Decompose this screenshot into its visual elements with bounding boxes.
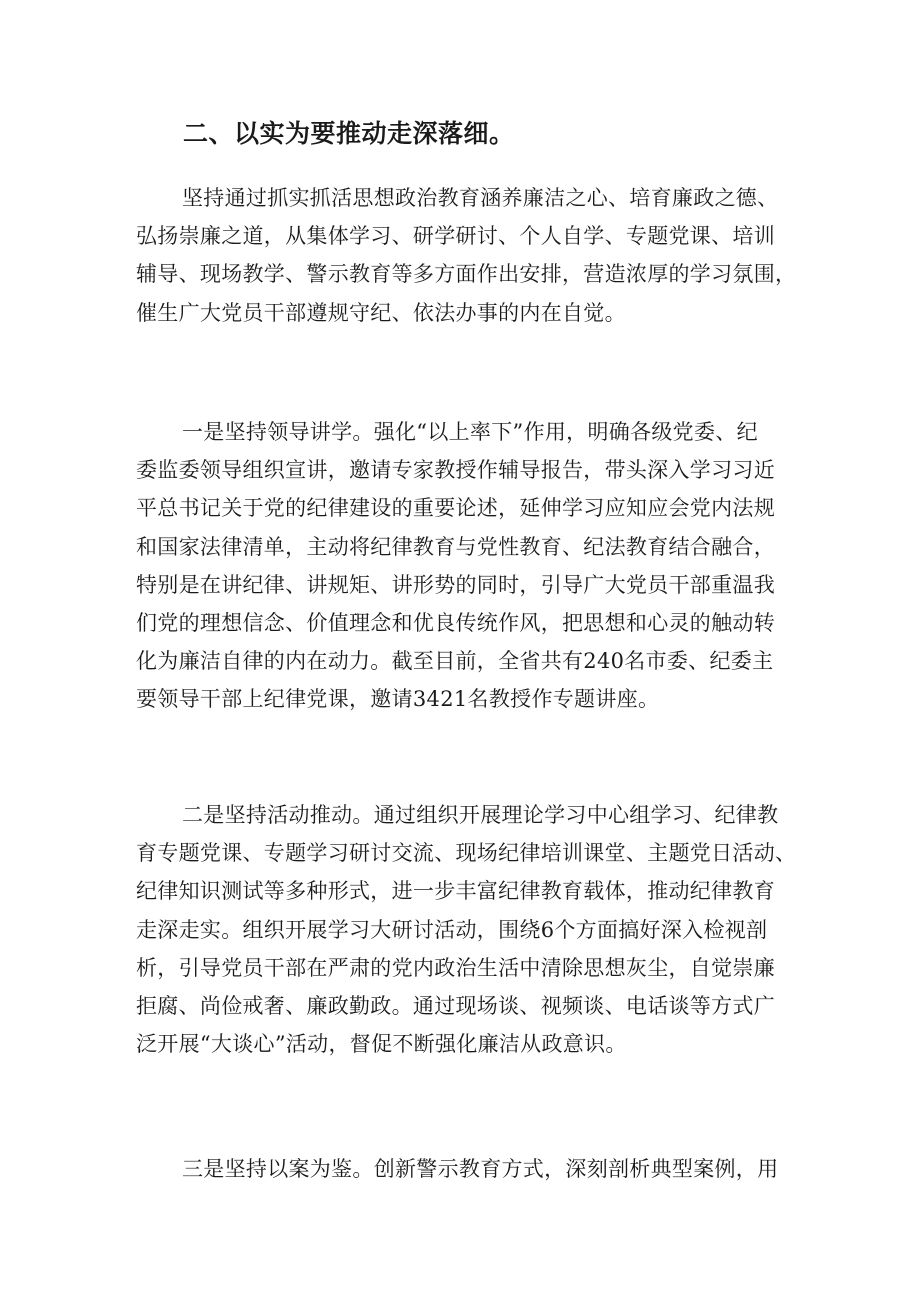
- paragraph-intro: [136, 179, 797, 332]
- paragraph-line: 拒腐、尚俭戒奢、廉政勤政。通过现场谈、视频谈、电话谈等方式广: [136, 994, 775, 1019]
- paragraph-line: 二是坚持活动推动。通过组织开展理论学习中心组学习、纪律教: [182, 803, 779, 827]
- paragraph-line: 析，引导党员干部在严肃的党内政治生活中清除思想灰尘，自觉崇廉: [136, 955, 775, 980]
- paragraph-line: 一是坚持领导讲学。强化“以上率下”作用，明确各级党委、纪: [182, 420, 758, 444]
- paragraph-line: 特别是在讲纪律、讲规矩、讲形势的同时，引导广大党员干部重温我: [136, 572, 775, 597]
- section-heading: 二、以实为要推动走深落细。: [183, 119, 515, 148]
- paragraph-line: 弘扬崇廉之道，从集体学习、研学研讨、个人自学、专题党课、培训: [136, 224, 775, 249]
- paragraph-line: 化为廉洁自律的内在动力。截至目前，全省共有240名市委、纪委主: [136, 649, 774, 674]
- paragraph-line: 平总书记关于党的纪律建设的重要论述，延伸学习应知应会党内法规: [136, 496, 775, 521]
- paragraph-line: 委监委领导组织宣讲，邀请专家教授作辅导报告，带头深入学习习近: [136, 458, 775, 483]
- paragraph-line: 纪律知识测试等多种形式，进一步丰富纪律教育载体，推动纪律教育: [136, 879, 775, 904]
- paragraph-line: 育专题党课、专题学习研讨交流、现场纪律培训课堂、主题党日活动、: [136, 841, 797, 866]
- paragraph-line: 泛开展“大谈心”活动，督促不断强化廉洁从政意识。: [136, 1032, 627, 1057]
- paragraph-line: 三是坚持以案为鉴。创新警示教育方式，深刻剖析典型案例，用: [182, 1157, 779, 1181]
- paragraph-line: 走深走实。组织开展学习大研讨活动，围绕6个方面搞好深入检视剖: [136, 917, 768, 942]
- paragraph-line: 们党的理想信念、价值理念和优良传统作风，把思想和心灵的触动转: [136, 611, 775, 636]
- paragraph-line: 和国家法律清单，主动将纪律教育与党性教育、纪法教育结合融合，: [136, 534, 775, 559]
- paragraph-line: 坚持通过抓实抓活思想政治教育涵养廉洁之心、培育廉政之德、: [182, 186, 779, 210]
- paragraph-line: 辅导、现场教学、警示教育等多方面作出安排，营造浓厚的学习氛围，: [136, 262, 797, 287]
- paragraph-line: 催生广大党员干部遵规守纪、依法办事的内在自觉。: [136, 300, 626, 325]
- paragraph-line: 要领导干部上纪律党课，邀请3421名教授作专题讲座。: [136, 687, 660, 712]
- paragraph-case-lessons: [136, 1150, 786, 1188]
- paragraph-leadership-study: [136, 413, 786, 719]
- paragraph-activity-promotion: [136, 796, 797, 1063]
